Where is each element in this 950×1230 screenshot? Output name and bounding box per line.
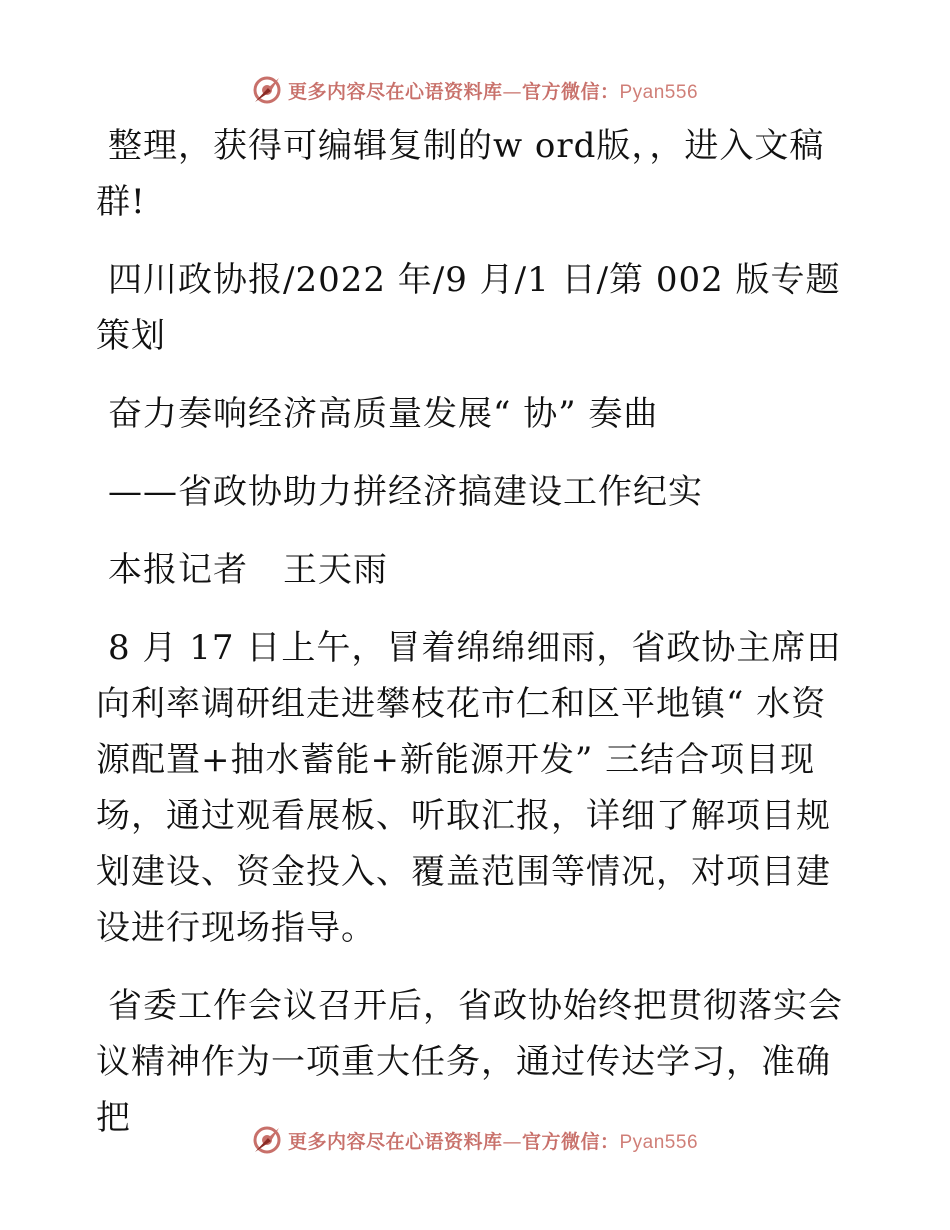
paragraph: 省委工作会议召开后，省政协始终把贯彻落实会议精神作为一项重大任务，通过传达学习，准确把 xyxy=(96,986,843,1138)
watermark-text: 更多内容尽在心语资料库—官方微信：Pyan556 xyxy=(287,1130,699,1153)
watermark-text: 更多内容尽在心语资料库—官方微信：Pyan556 xyxy=(287,80,699,103)
article-subtitle: ——省政协助力拼经济搞建设工作纪实 xyxy=(108,472,703,512)
article-title: 奋力奏响经济高质量发展“ 协” 奏曲 xyxy=(108,394,659,434)
paragraph: 整理，获得可编辑复制的w ord版，，进入文稿群! xyxy=(96,126,825,222)
footer-watermark xyxy=(0,1122,950,1158)
header-watermark xyxy=(0,72,950,108)
paragraph: 四川政协报/2022 年/9 月/1 日/第 002 版专题策划 xyxy=(96,260,841,356)
quill-circle-logo-icon xyxy=(252,1125,282,1155)
paragraph: 8 月 17 日上午，冒着绵绵细雨，省政协主席田向利率调研组走进攀枝花市仁和区平地镇“ 水资源配置+抽水蓄能+新能源开发” 三结合项目现场，通过观看展板、听取汇报，详细了解项目规划建设、资金投入、覆盖范围等情况，对项目建设进行现场指导。 xyxy=(96,628,842,948)
quill-circle-logo-icon xyxy=(252,75,282,105)
document-body xyxy=(96,118,856,1146)
article-byline: 本报记者 王天雨 xyxy=(108,550,388,590)
